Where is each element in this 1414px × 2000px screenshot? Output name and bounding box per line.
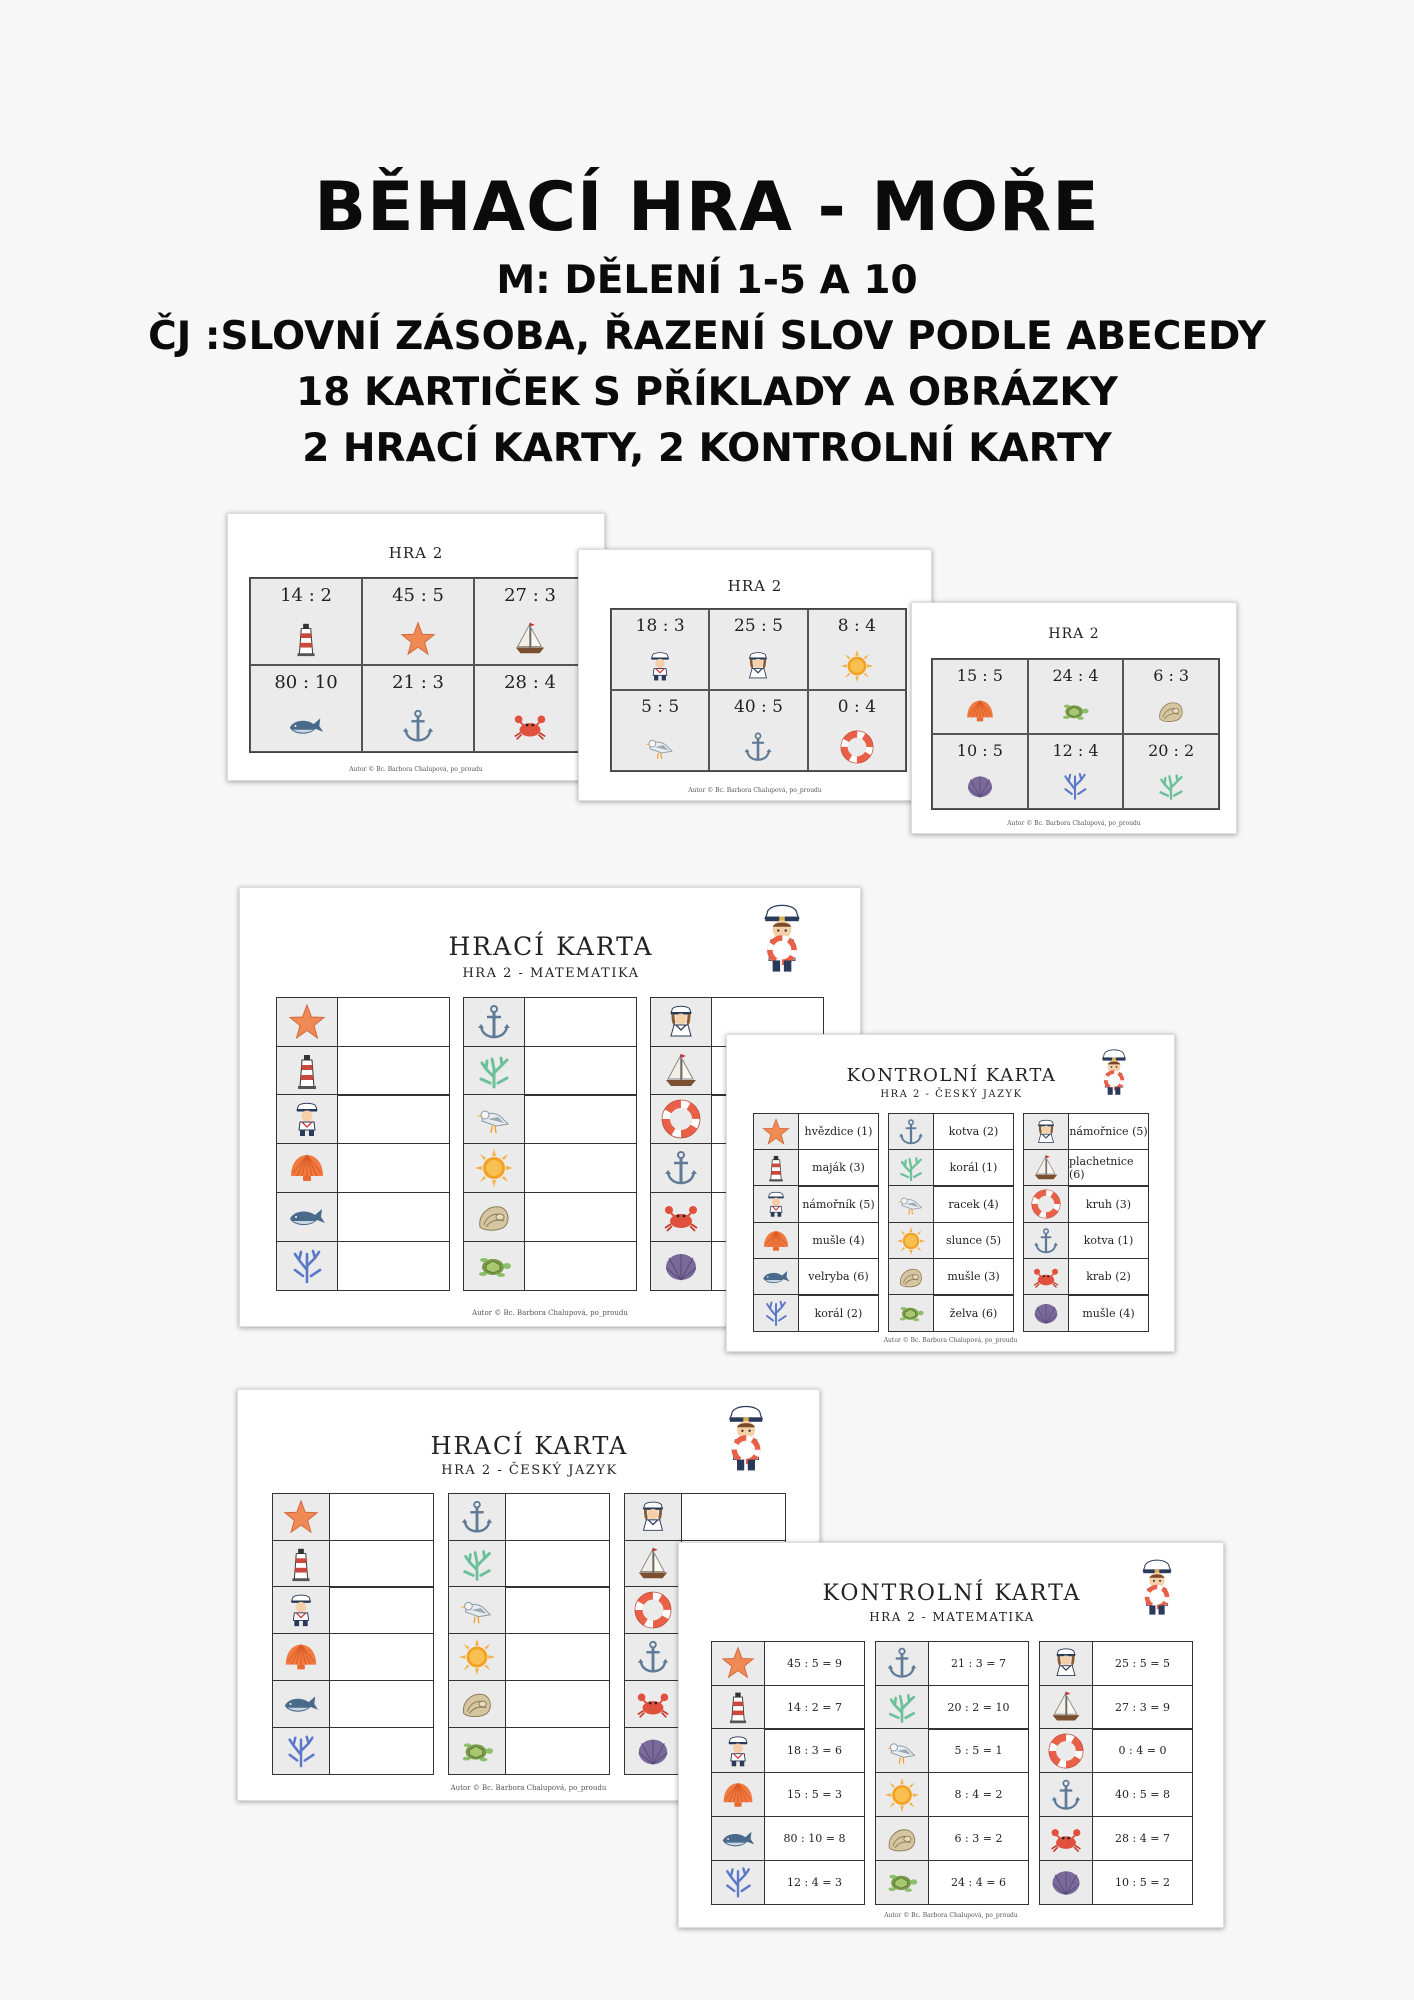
blue-coral-icon — [761, 1298, 791, 1328]
life-ring-icon — [634, 1591, 672, 1629]
exercise-cell — [709, 609, 807, 690]
exercise-text: 45 : 5 — [392, 585, 444, 606]
answer-row[interactable] — [624, 1493, 786, 1541]
anchor-icon — [1048, 1777, 1084, 1813]
control-column-1 — [753, 1114, 879, 1332]
snail-shell-icon — [896, 1262, 926, 1292]
control-answer: racek (4) — [948, 1197, 999, 1211]
control-row — [753, 1222, 879, 1260]
control-answer: 8 : 4 = 2 — [954, 1788, 1003, 1802]
sheet-subtitle: HRA 2 - ČESKÝ JAZYK — [441, 1463, 618, 1478]
control-row — [1023, 1149, 1149, 1187]
whale-icon — [761, 1262, 791, 1292]
mussel-shell-icon — [634, 1732, 672, 1770]
control-answer: korál (2) — [814, 1306, 863, 1320]
sun-icon — [884, 1777, 920, 1813]
control-row — [711, 1816, 865, 1861]
starfish-icon — [720, 1645, 756, 1681]
exercise-text: 8 : 4 — [837, 616, 876, 636]
exercise-grid — [931, 658, 1220, 810]
sailboat-icon — [634, 1545, 672, 1583]
green-coral-icon — [1154, 770, 1188, 802]
exercise-cell — [250, 665, 362, 752]
anchor-icon — [458, 1498, 496, 1536]
card-title: HRA 2 — [727, 577, 783, 595]
answer-row[interactable] — [272, 1540, 434, 1588]
turtle-icon — [896, 1298, 926, 1328]
sailor-mascot-icon — [1095, 1046, 1133, 1098]
anchor-icon — [634, 1638, 672, 1676]
control-answer: korál (1) — [949, 1161, 998, 1175]
control-row — [888, 1149, 1014, 1187]
answer-row[interactable] — [448, 1680, 610, 1728]
answer-row[interactable] — [448, 1633, 610, 1681]
control-row — [888, 1113, 1014, 1151]
control-column-3 — [1039, 1642, 1193, 1905]
control-row — [888, 1294, 1014, 1332]
seagull-icon — [896, 1189, 926, 1219]
lighthouse-icon — [761, 1153, 791, 1183]
answer-column-2 — [448, 1494, 610, 1775]
card-title: HRA 2 — [388, 544, 444, 562]
sun-icon — [474, 1148, 514, 1188]
control-answer: maják (3) — [812, 1161, 865, 1175]
sheet-subtitle: HRA 2 - MATEMATIKA — [462, 966, 640, 981]
exercise-text: 18 : 3 — [635, 616, 685, 636]
control-row — [753, 1258, 879, 1296]
exercise-text: 28 : 4 — [504, 672, 556, 693]
control-answer: kotva (1) — [1083, 1234, 1134, 1247]
whale-icon — [287, 1197, 327, 1237]
green-coral-icon — [458, 1545, 496, 1583]
exercise-text: 0 : 4 — [837, 697, 876, 717]
control-row — [875, 1772, 1029, 1817]
lighthouse-icon — [287, 620, 325, 658]
answer-row[interactable] — [276, 997, 450, 1047]
sheet-title: KONTROLNÍ KARTA — [822, 1581, 1082, 1606]
control-answer: mušle (4) — [812, 1234, 865, 1247]
seagull-icon — [458, 1591, 496, 1629]
whale-icon — [720, 1821, 756, 1857]
answer-row[interactable] — [276, 1241, 450, 1291]
whale-icon — [284, 707, 328, 745]
exercise-cell — [808, 690, 906, 771]
snail-shell-icon — [1154, 695, 1188, 727]
answer-row[interactable] — [463, 1143, 637, 1193]
sailor-boy-icon — [643, 649, 677, 683]
answer-row[interactable] — [272, 1633, 434, 1681]
sailboat-icon — [661, 1051, 701, 1091]
footer-credit: Autor © Bc. Barbora Chalupová, po_proudu — [688, 787, 822, 794]
anchor-icon — [884, 1645, 920, 1681]
control-answer: 0 : 4 = 0 — [1118, 1744, 1167, 1758]
exercise-text: 25 : 5 — [734, 616, 783, 636]
life-ring-icon — [661, 1099, 701, 1139]
mussel-shell-icon — [963, 770, 997, 802]
starfish-icon — [761, 1117, 791, 1147]
control-row — [1023, 1222, 1149, 1260]
sailboat-icon — [1048, 1689, 1084, 1725]
control-sheet-math — [678, 1542, 1224, 1928]
starfish-icon — [282, 1498, 320, 1536]
control-sheet-czech — [726, 1034, 1175, 1352]
control-answer: 21 : 3 = 7 — [951, 1656, 1006, 1670]
answer-row[interactable] — [448, 1586, 610, 1634]
exercise-text: 10 : 5 — [956, 741, 1003, 760]
control-answer: 14 : 2 = 7 — [787, 1700, 842, 1714]
anchor-icon — [661, 1148, 701, 1188]
control-row — [1023, 1258, 1149, 1296]
control-row — [875, 1685, 1029, 1730]
answer-row[interactable] — [448, 1727, 610, 1775]
sheet-title: HRACÍ KARTA — [448, 932, 654, 961]
answer-row[interactable] — [272, 1493, 434, 1541]
footer-credit: Autor © Bc. Barbora Chalupová, po_proudu — [1007, 820, 1141, 827]
answer-row[interactable] — [276, 1143, 450, 1193]
exercise-text: 27 : 3 — [504, 585, 556, 606]
crab-icon — [634, 1685, 672, 1723]
control-row — [753, 1113, 879, 1151]
sun-icon — [840, 649, 874, 683]
turtle-icon — [884, 1864, 920, 1900]
control-answer: 25 : 5 = 5 — [1115, 1656, 1170, 1670]
example-card-1 — [227, 513, 605, 781]
example-card-3 — [911, 602, 1237, 834]
control-answer: kruh (3) — [1085, 1197, 1132, 1211]
exercise-text: 40 : 5 — [734, 697, 783, 717]
exercise-cell — [1123, 734, 1219, 809]
control-answer: 80 : 10 = 8 — [783, 1832, 846, 1846]
lighthouse-icon — [287, 1051, 327, 1091]
turtle-icon — [474, 1246, 514, 1286]
control-row — [888, 1222, 1014, 1260]
blue-coral-icon — [287, 1246, 327, 1286]
answer-row[interactable] — [276, 1192, 450, 1242]
footer-credit: Autor © Bc. Barbora Chalupová, po_proudu — [450, 1784, 607, 1792]
control-row — [711, 1685, 865, 1730]
seagull-icon — [474, 1099, 514, 1139]
exercise-cell — [474, 665, 586, 752]
scallop-shell-icon — [761, 1226, 791, 1256]
control-answer: mušle (4) — [1082, 1306, 1135, 1320]
exercise-cell — [362, 578, 474, 665]
answer-row[interactable] — [463, 1192, 637, 1242]
control-answer: 27 : 3 = 9 — [1115, 1700, 1170, 1714]
answer-column-1 — [276, 998, 450, 1291]
sailor-girl-icon — [634, 1498, 672, 1536]
control-row — [711, 1772, 865, 1817]
control-answer: 12 : 4 = 3 — [787, 1875, 842, 1889]
answer-row[interactable] — [272, 1680, 434, 1728]
sun-icon — [896, 1226, 926, 1256]
answer-row[interactable] — [463, 997, 637, 1047]
control-column-3 — [1023, 1114, 1149, 1332]
control-answer: 10 : 5 = 2 — [1115, 1875, 1170, 1889]
control-row — [1039, 1641, 1193, 1686]
exercise-text: 24 : 4 — [1052, 666, 1099, 685]
turtle-icon — [1057, 695, 1093, 727]
footer-credit: Autor © Bc. Barbora Chalupová, po_proudu — [472, 1309, 628, 1317]
sun-icon — [458, 1638, 496, 1676]
control-row — [888, 1258, 1014, 1296]
control-answer: 15 : 5 = 3 — [787, 1788, 842, 1802]
control-answer: námořnice (5) — [1069, 1125, 1148, 1139]
sailor-boy-icon — [282, 1591, 320, 1629]
scallop-shell-icon — [282, 1638, 320, 1676]
control-row — [875, 1728, 1029, 1773]
crab-icon — [511, 707, 549, 745]
control-answer: slunce (5) — [945, 1234, 1002, 1247]
control-answer: plachetnice (6) — [1069, 1154, 1134, 1181]
exercise-cell — [932, 734, 1028, 809]
sheet-subtitle: HRA 2 - MATEMATIKA — [869, 1610, 1035, 1624]
control-row — [1039, 1685, 1193, 1730]
exercise-cell — [1028, 659, 1124, 734]
subtitle-czech: ČJ :SLOVNÍ ZÁSOBA, ŘAZENÍ SLOV PODLE ABECEDY — [148, 314, 1266, 359]
anchor-icon — [399, 707, 437, 745]
mussel-shell-icon — [661, 1246, 701, 1286]
blue-coral-icon — [1058, 770, 1092, 802]
anchor-icon — [1031, 1226, 1061, 1256]
sailor-mascot-icon — [1134, 1555, 1180, 1619]
exercise-cell — [611, 690, 709, 771]
anchor-icon — [896, 1117, 926, 1147]
mussel-shell-icon — [1031, 1298, 1061, 1328]
green-coral-icon — [896, 1153, 926, 1183]
green-coral-icon — [474, 1051, 514, 1091]
control-row — [1039, 1728, 1193, 1773]
exercise-cell — [474, 578, 586, 665]
subtitle-math: M: DĚLENÍ 1-5 A 10 — [496, 258, 918, 303]
control-row — [711, 1641, 865, 1686]
exercise-cell — [611, 609, 709, 690]
exercise-grid — [249, 577, 587, 753]
exercise-text: 80 : 10 — [274, 672, 338, 693]
control-answer: námořník (5) — [802, 1197, 875, 1211]
control-answer: želva (6) — [949, 1306, 998, 1320]
exercise-cell — [808, 609, 906, 690]
page-title: BĚHACÍ HRA - MOŘE — [314, 168, 1100, 247]
answer-column-2 — [463, 998, 637, 1291]
example-card-2 — [578, 549, 932, 801]
snail-shell-icon — [474, 1197, 514, 1237]
control-column-2 — [888, 1114, 1014, 1332]
sailor-mascot-icon — [754, 900, 810, 976]
scallop-shell-icon — [720, 1777, 756, 1813]
control-answer: mušle (3) — [947, 1270, 1000, 1284]
control-answer: kotva (2) — [948, 1125, 999, 1139]
control-answer: 24 : 4 = 6 — [951, 1875, 1006, 1889]
sailor-boy-icon — [761, 1189, 791, 1219]
subtitle-cards: 18 KARTIČEK S PŘÍKLADY A OBRÁZKY — [296, 370, 1118, 415]
control-row — [753, 1149, 879, 1187]
crab-icon — [1031, 1262, 1061, 1292]
control-row — [875, 1816, 1029, 1861]
mussel-shell-icon — [1048, 1864, 1084, 1900]
life-ring-icon — [1048, 1733, 1084, 1769]
control-answer: 6 : 3 = 2 — [954, 1832, 1003, 1846]
answer-row[interactable] — [276, 1046, 450, 1096]
control-answer: hvězdice (1) — [804, 1125, 873, 1139]
control-row — [875, 1860, 1029, 1905]
sailor-girl-icon — [1031, 1117, 1061, 1147]
footer-credit: Autor © Bc. Barbora Chalupová, po_proudu — [884, 1912, 1018, 1919]
turtle-icon — [458, 1732, 496, 1770]
life-ring-icon — [1031, 1189, 1061, 1219]
control-answer: velryba (6) — [808, 1270, 869, 1284]
control-answer: 5 : 5 = 1 — [954, 1744, 1003, 1758]
blue-coral-icon — [282, 1732, 320, 1770]
control-column-1 — [711, 1642, 865, 1905]
answer-row[interactable] — [463, 1241, 637, 1291]
exercise-cell — [1028, 734, 1124, 809]
sailboat-icon — [511, 620, 549, 658]
sailor-mascot-icon — [719, 1402, 773, 1474]
exercise-text: 15 : 5 — [956, 666, 1003, 685]
control-column-2 — [875, 1642, 1029, 1905]
control-row — [711, 1860, 865, 1905]
control-row — [888, 1185, 1014, 1223]
exercise-cell — [362, 665, 474, 752]
whale-icon — [282, 1685, 320, 1723]
sailor-girl-icon — [661, 1002, 701, 1042]
control-row — [753, 1185, 879, 1223]
sailor-girl-icon — [741, 649, 775, 683]
sailboat-icon — [1031, 1153, 1061, 1183]
lighthouse-icon — [720, 1689, 756, 1725]
control-row — [1039, 1816, 1193, 1861]
control-row — [1023, 1185, 1149, 1223]
starfish-icon — [399, 620, 437, 658]
snail-shell-icon — [458, 1685, 496, 1723]
exercise-cell — [250, 578, 362, 665]
scallop-shell-icon — [287, 1148, 327, 1188]
answer-row[interactable] — [448, 1540, 610, 1588]
exercise-text: 6 : 3 — [1153, 666, 1190, 685]
answer-row[interactable] — [276, 1094, 450, 1144]
footer-credit: Autor © Bc. Barbora Chalupová, po_proudu — [349, 766, 483, 773]
snail-shell-icon — [884, 1821, 920, 1857]
control-row — [875, 1641, 1029, 1686]
seagull-icon — [643, 730, 677, 764]
sailor-boy-icon — [720, 1733, 756, 1769]
answer-row[interactable] — [463, 1094, 637, 1144]
exercise-text: 12 : 4 — [1052, 741, 1099, 760]
anchor-icon — [474, 1002, 514, 1042]
sailor-boy-icon — [287, 1099, 327, 1139]
starfish-icon — [287, 1002, 327, 1042]
answer-row[interactable] — [272, 1727, 434, 1775]
answer-row[interactable] — [272, 1586, 434, 1634]
crab-icon — [661, 1197, 701, 1237]
subtitle-sheets: 2 HRACÍ KARTY, 2 KONTROLNÍ KARTY — [302, 426, 1112, 471]
scallop-shell-icon — [960, 695, 1000, 727]
anchor-icon — [741, 730, 775, 764]
blue-coral-icon — [720, 1864, 756, 1900]
control-row — [1023, 1294, 1149, 1332]
green-coral-icon — [884, 1689, 920, 1725]
exercise-grid — [610, 608, 907, 772]
control-answer: 28 : 4 = 7 — [1115, 1832, 1170, 1846]
sheet-subtitle: HRA 2 - ČESKÝ JAZYK — [880, 1089, 1023, 1100]
exercise-text: 5 : 5 — [641, 697, 680, 717]
control-answer: 40 : 5 = 8 — [1115, 1788, 1170, 1802]
control-row — [1023, 1113, 1149, 1151]
exercise-cell — [709, 690, 807, 771]
sailor-girl-icon — [1048, 1645, 1084, 1681]
answer-row[interactable] — [448, 1493, 610, 1541]
control-answer: 18 : 3 = 6 — [787, 1744, 842, 1758]
life-ring-icon — [840, 730, 874, 764]
answer-column-1 — [272, 1494, 434, 1775]
exercise-cell — [1123, 659, 1219, 734]
exercise-text: 21 : 3 — [392, 672, 444, 693]
sheet-title: HRACÍ KARTA — [430, 1432, 629, 1460]
sheet-title: KONTROLNÍ KARTA — [846, 1065, 1057, 1086]
control-answer: 20 : 2 = 10 — [947, 1700, 1010, 1714]
lighthouse-icon — [282, 1545, 320, 1583]
crab-icon — [1048, 1821, 1084, 1857]
control-row — [711, 1728, 865, 1773]
control-answer: 45 : 5 = 9 — [787, 1656, 842, 1670]
exercise-text: 20 : 2 — [1148, 741, 1195, 760]
card-title: HRA 2 — [1048, 626, 1100, 642]
control-row — [753, 1294, 879, 1332]
exercise-cell — [932, 659, 1028, 734]
exercise-text: 14 : 2 — [280, 585, 332, 606]
control-row — [1039, 1772, 1193, 1817]
footer-credit: Autor © Bc. Barbora Chalupová, po_proudu — [883, 1337, 1018, 1344]
answer-row[interactable] — [463, 1046, 637, 1096]
seagull-icon — [884, 1733, 920, 1769]
control-answer: krab (2) — [1086, 1270, 1131, 1284]
control-row — [1039, 1860, 1193, 1905]
